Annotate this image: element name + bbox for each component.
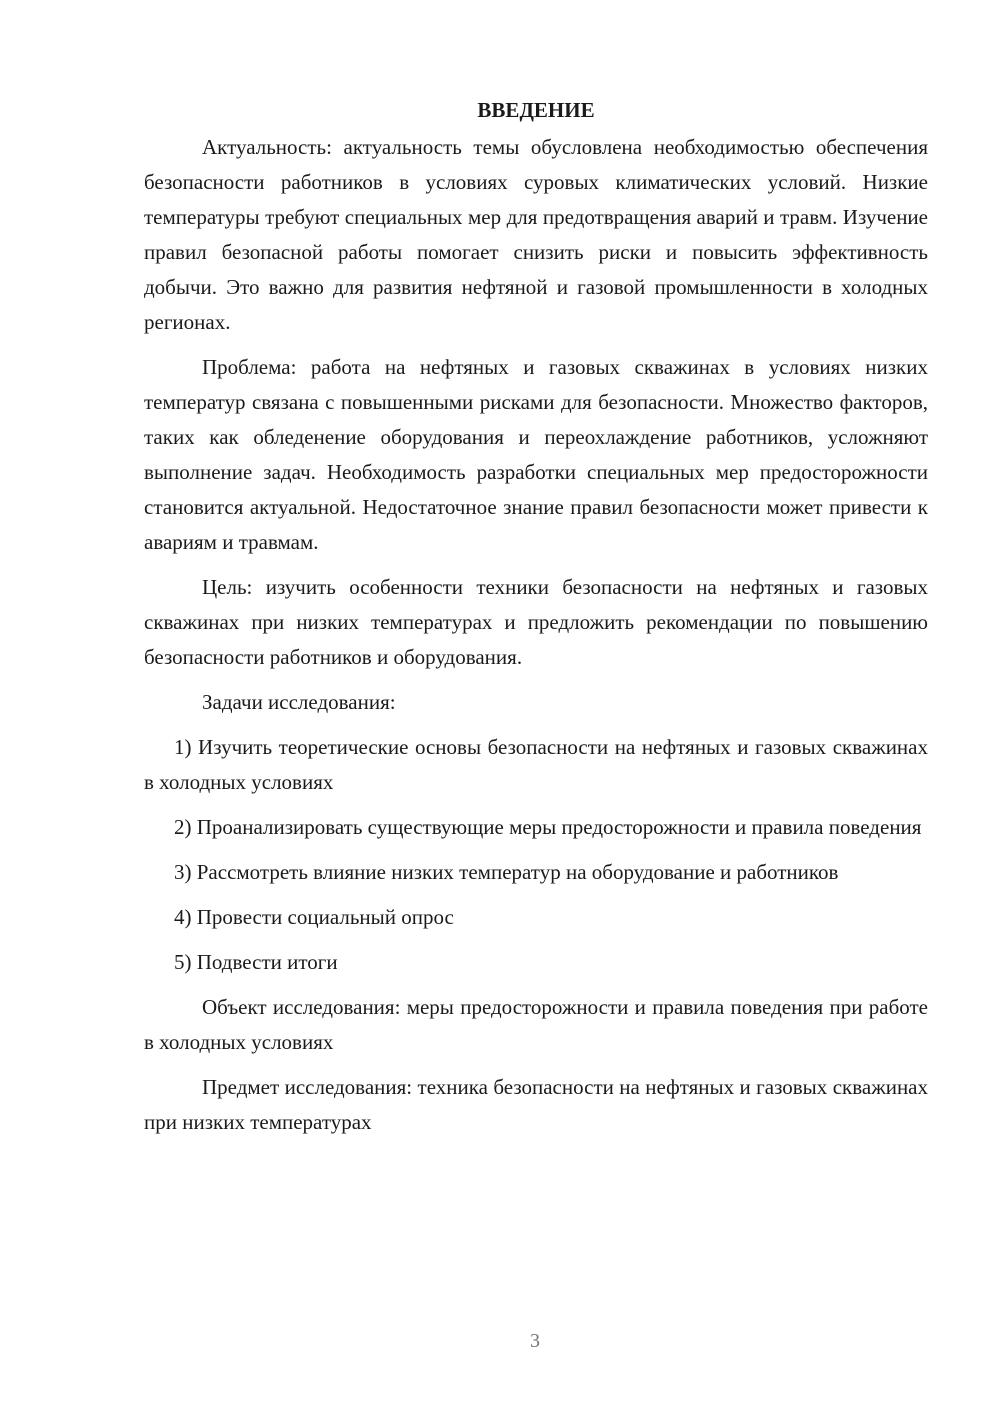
- paragraph-problem: Проблема: работа на нефтяных и газовых скважинах в условиях низких температур связана с повышенными рисками для безопасности. Множество факторов, таких как обледенение оборудования и переохлаждение работников, усложняют выполнение задач. Необходимость разработки специальных мер предосторожности становится актуальной. Недостаточное знание правил безопасности может привести к авариям и травмам.: [144, 355, 928, 554]
- list-item: 3) Рассмотреть влияние низких температур на оборудование и работников: [174, 860, 839, 884]
- list-item: 2) Проанализировать существующие меры предосторожности и правила поведения: [174, 815, 922, 839]
- page-number: 3: [530, 1330, 540, 1352]
- list-item: 5) Подвести итоги: [174, 950, 338, 974]
- list-item: 1) Изучить теоретические основы безопасности на нефтяных и газовых скважинах в холодных условиях: [144, 735, 928, 794]
- paragraph-subject: Предмет исследования: техника безопасности на нефтяных и газовых скважинах при низких температурах: [144, 1075, 928, 1134]
- page-content: [144, 90, 928, 1150]
- page-title: ВВЕДЕНИЕ: [477, 98, 595, 122]
- list-item: 4) Провести социальный опрос: [174, 905, 454, 929]
- tasks-list: [144, 730, 928, 980]
- paragraph-object: Объект исследования: меры предосторожности и правила поведения при работе в холодных условиях: [144, 995, 928, 1054]
- paragraph-goal: Цель: изучить особенности техники безопасности на нефтяных и газовых скважинах при низких температурах и предложить рекомендации по повышению безопасности работников и оборудования.: [144, 575, 928, 669]
- paragraph-relevance: Актуальность: актуальность темы обусловлена необходимостью обеспечения безопасности работников в условиях суровых климатических условий. Низкие температуры требуют специальных мер для предотвращения аварий и травм. Изучение правил безопасной работы помогает снизить риски и повысить эффективность добычи. Это важно для развития нефтяной и газовой промышленности в холодных регионах.: [144, 135, 928, 334]
- tasks-heading: Задачи исследования:: [202, 690, 396, 714]
